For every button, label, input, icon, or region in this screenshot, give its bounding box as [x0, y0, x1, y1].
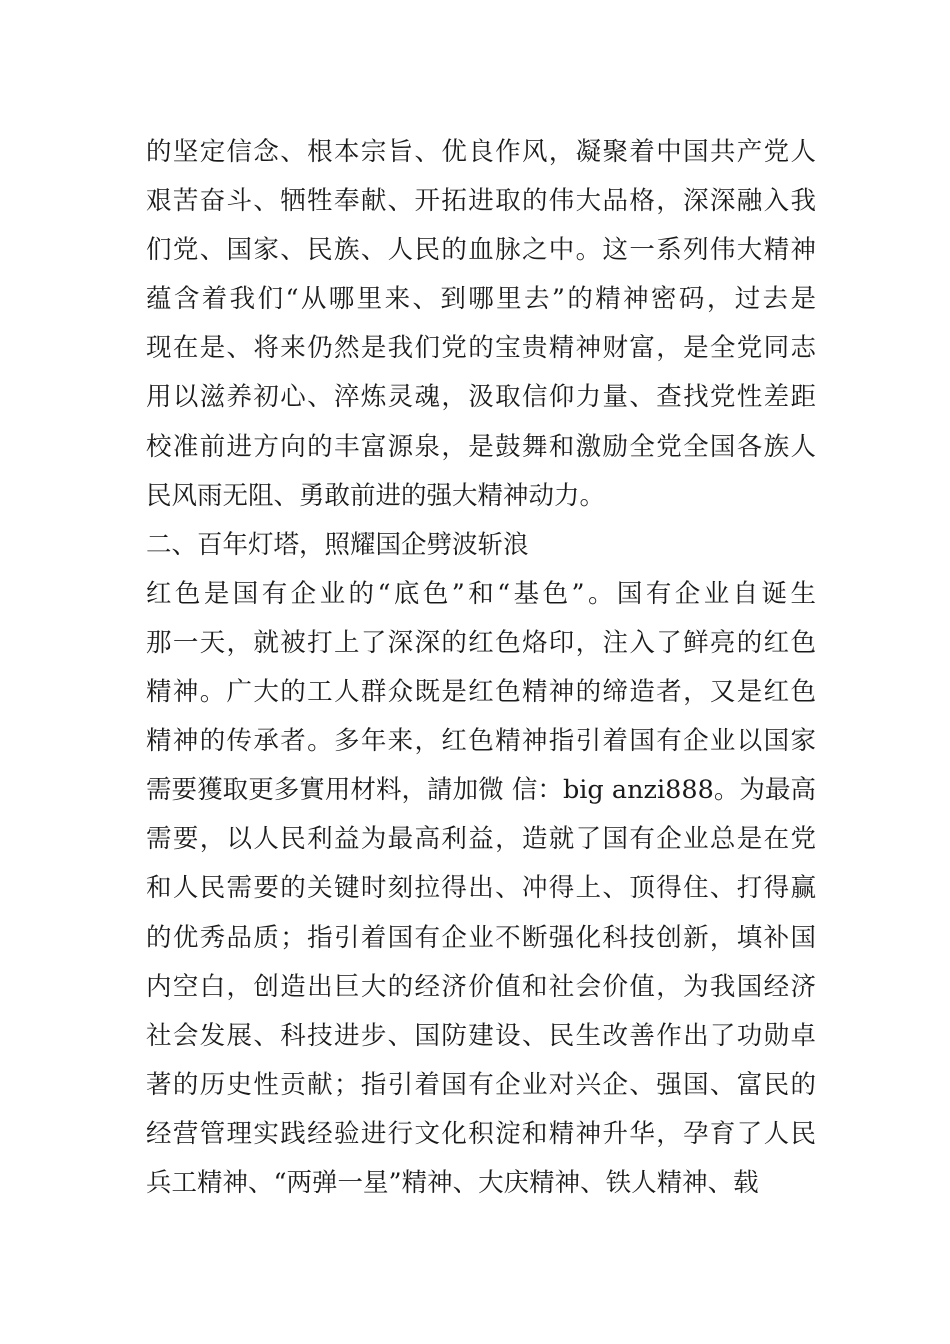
paragraph-line: 著的历史性贡献；指引着国有企业对兴企、强国、富民的 — [146, 1069, 816, 1100]
paragraph-line: 需要，以人民利益为最高利益，造就了国有企业总是在党 — [146, 824, 816, 855]
paragraph-line: 精神。广大的工人群众既是红色精神的缔造者，又是红色 — [146, 677, 816, 708]
document-body — [146, 128, 816, 1208]
paragraph-line: 精神的传承者。多年来，红色精神指引着国有企业以国家 — [146, 726, 816, 757]
paragraph-line: 校准前进方向的丰富源泉，是鼓舞和激励全党全国各族人 — [146, 431, 816, 462]
paragraph-line: 艰苦奋斗、牺牲奉献、开拓进取的伟大品格，深深融入我 — [146, 186, 816, 217]
paragraph-line: 那一天，就被打上了深深的红色烙印，注入了鲜亮的红色 — [146, 627, 816, 658]
paragraph-line: 兵工精神、“两弹一星”精神、大庆精神、铁人精神、载 — [146, 1167, 759, 1198]
paragraph-line: 民风雨无阻、勇敢前进的强大精神动力。 — [146, 480, 606, 511]
paragraph-line: 经营管理实践经验进行文化积淀和精神升华，孕育了人民 — [146, 1118, 816, 1149]
paragraph-line: 内空白，创造出巨大的经济价值和社会价值，为我国经济 — [146, 971, 816, 1002]
section-heading: 二、百年灯塔，照耀国企劈波斩浪 — [146, 529, 529, 560]
paragraph-line: 需要獲取更多實用材料，請加微 信：big anzi888。为最高 — [146, 775, 816, 806]
paragraph-line: 们党、国家、民族、人民的血脉之中。这一系列伟大精神 — [146, 235, 816, 266]
paragraph-line: 用以滋养初心、淬炼灵魂，汲取信仰力量、查找党性差距 — [146, 382, 816, 413]
paragraph-line: 现在是、将来仍然是我们党的宝贵精神财富，是全党同志 — [146, 333, 816, 364]
paragraph-line: 的坚定信念、根本宗旨、优良作风，凝聚着中国共产党人 — [146, 137, 816, 167]
paragraph-line: 红色是国有企业的“底色”和“基色”。国有企业自诞生 — [146, 578, 816, 609]
paragraph-line: 社会发展、科技进步、国防建设、民生改善作出了功勋卓 — [146, 1020, 816, 1051]
paragraph-line: 和人民需要的关键时刻拉得出、冲得上、顶得住、打得赢 — [146, 873, 816, 904]
paragraph-line: 的优秀品质；指引着国有企业不断强化科技创新，填补国 — [146, 922, 816, 953]
paragraph-line: 蕴含着我们“从哪里来、到哪里去”的精神密码，过去是 — [146, 284, 816, 315]
